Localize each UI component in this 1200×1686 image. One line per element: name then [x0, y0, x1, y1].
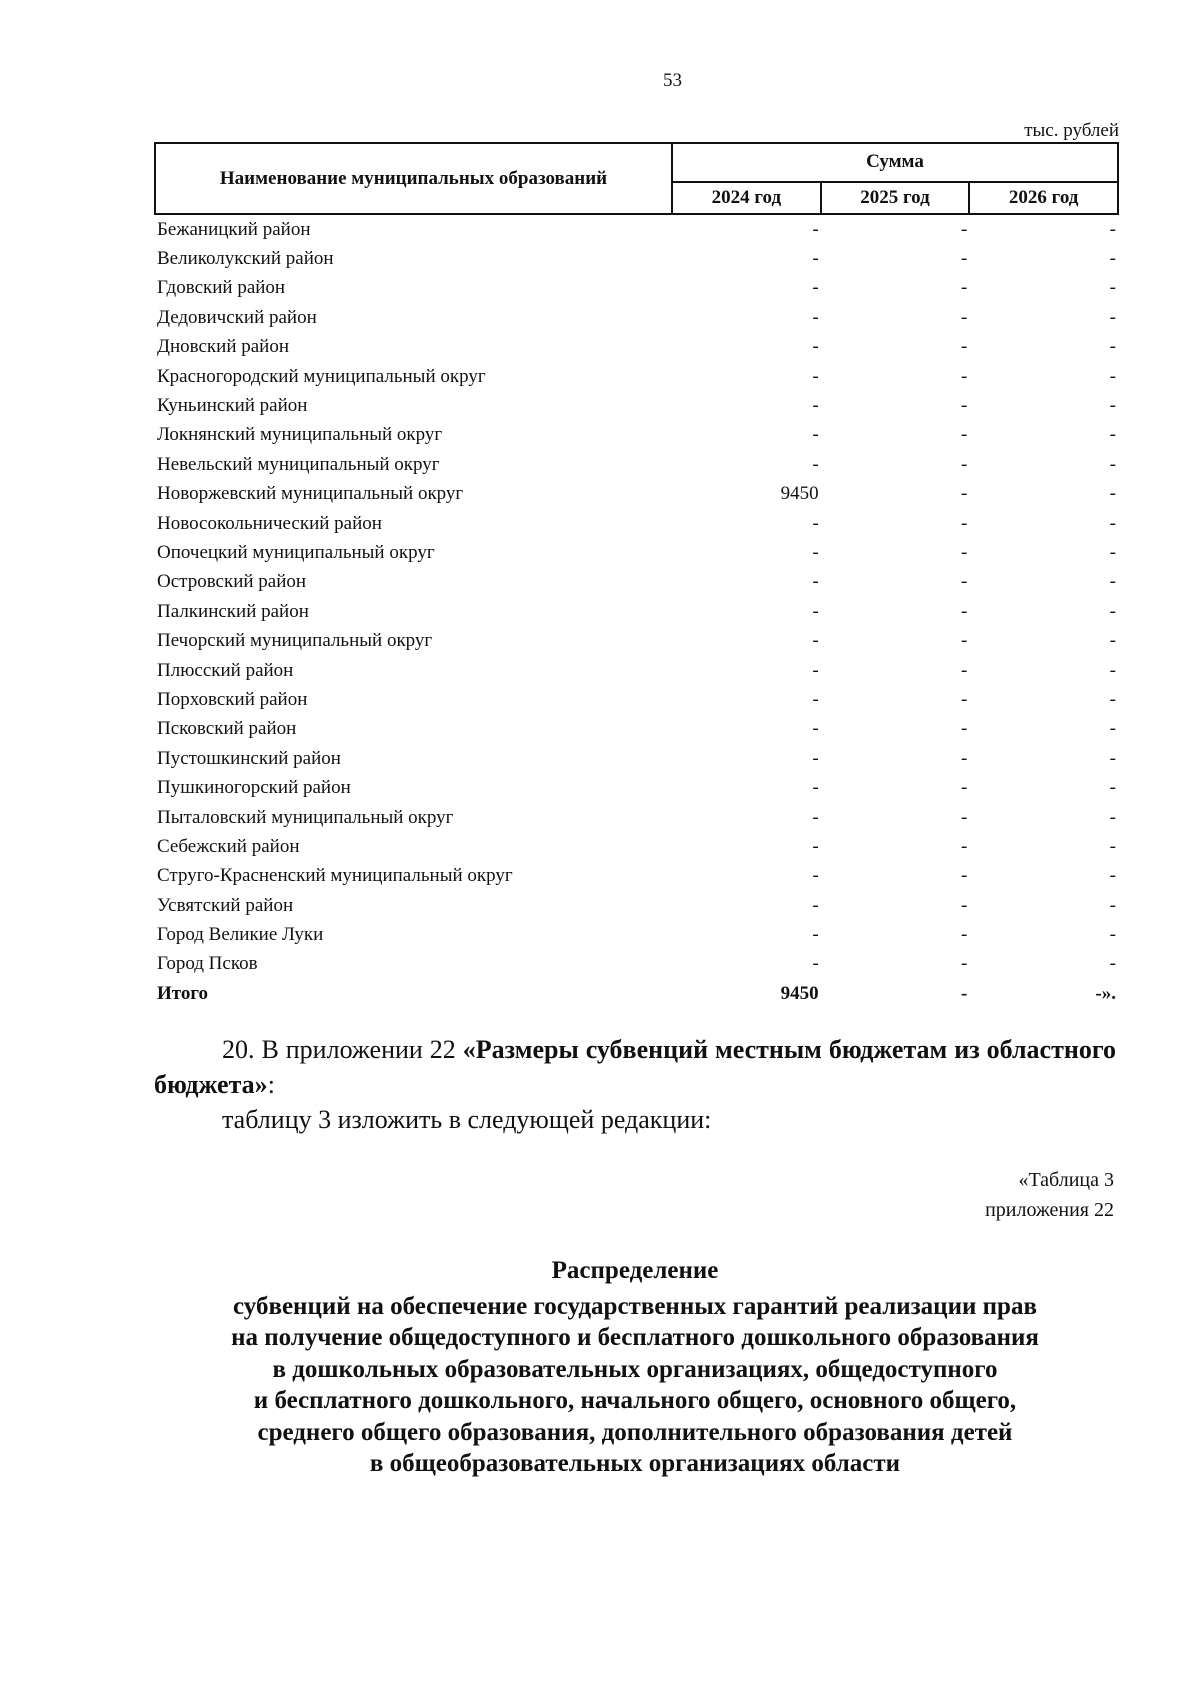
row-name: Порховский район	[157, 688, 308, 710]
row-value-2025: -	[960, 395, 968, 417]
table-row	[155, 274, 1118, 303]
table-row	[155, 862, 1118, 891]
row-value-2024: -	[812, 365, 819, 387]
total-value-2025: -	[960, 982, 968, 1004]
row-value-2024: -	[812, 777, 819, 799]
row-value-2025: -	[960, 453, 968, 475]
row-value-2026: -	[1109, 395, 1116, 417]
amendment-appendix-title: «Размеры субвенций местным бюджетам из областного бюджета»	[154, 1035, 1116, 1099]
row-value-2024: -	[812, 718, 819, 740]
row-value-2024: -	[812, 306, 819, 328]
row-value-2025: -	[960, 512, 968, 534]
row-value-2024: -	[812, 571, 819, 593]
total-value-2026: -».	[1095, 982, 1116, 1004]
title-line: на получение общедоступного и бесплатного дошкольного образования	[231, 1324, 1039, 1351]
row-value-2026: -	[1109, 218, 1116, 240]
row-value-2025: -	[960, 483, 968, 505]
row-value-2026: -	[1109, 659, 1116, 681]
table-row	[155, 891, 1118, 920]
row-value-2024: -	[812, 659, 819, 681]
title-line: в дошкольных образовательных организациях, общедоступного	[272, 1355, 998, 1383]
row-value-2025: -	[960, 747, 968, 769]
table-row	[155, 244, 1118, 273]
row-name: Пыталовский муниципальный округ	[157, 806, 454, 828]
row-value-2026: -	[1109, 277, 1116, 299]
row-name: Печорский муниципальный округ	[157, 630, 433, 652]
row-value-2026: -	[1109, 483, 1116, 505]
row-value-2026: -	[1109, 688, 1116, 710]
table-row	[155, 715, 1118, 744]
row-value-2026: -	[1109, 248, 1116, 270]
row-name: Куньинский район	[157, 395, 308, 417]
row-value-2024: -	[812, 953, 819, 975]
column-header-sum: Сумма	[672, 143, 1118, 182]
row-name: Струго-Красненский муниципальный округ	[157, 865, 513, 887]
row-value-2026: -	[1109, 953, 1116, 975]
row-name: Дедовичский район	[157, 306, 317, 328]
row-name: Усвятский район	[157, 894, 294, 916]
row-name: Дновский район	[157, 336, 290, 358]
row-value-2026: -	[1109, 718, 1116, 740]
row-value-2024: -	[812, 688, 819, 710]
row-value-2025: -	[960, 336, 968, 358]
row-value-2024: -	[812, 218, 819, 240]
row-value-2025: -	[960, 571, 968, 593]
row-name: Псковский район	[157, 718, 297, 740]
row-name: Палкинский район	[157, 600, 309, 622]
document-title	[154, 1255, 1116, 1480]
row-value-2026: -	[1109, 630, 1116, 652]
table-row	[155, 421, 1118, 450]
row-value-2025: -	[960, 777, 968, 799]
page-number: 53	[663, 70, 682, 91]
row-value-2025: -	[960, 894, 968, 916]
total-label: Итого	[157, 982, 209, 1004]
row-name: Пушкиногорский район	[157, 777, 351, 799]
row-name: Новоржевский муниципальный округ	[157, 483, 464, 505]
row-value-2026: -	[1109, 453, 1116, 475]
row-name: Опочецкий муниципальный округ	[157, 541, 435, 563]
row-value-2026: -	[1109, 306, 1116, 328]
row-value-2024: -	[812, 806, 819, 828]
row-name: Гдовский район	[157, 277, 286, 299]
row-value-2026: -	[1109, 806, 1116, 828]
total-value-2024: 9450	[780, 982, 819, 1004]
row-value-2024: -	[812, 336, 819, 358]
row-name: Невельский муниципальный округ	[157, 453, 440, 475]
row-value-2026: -	[1109, 865, 1116, 887]
table-row	[155, 685, 1118, 714]
units-label: тыс. рублей	[1024, 120, 1119, 141]
row-value-2026: -	[1109, 571, 1116, 593]
row-name: Островский район	[157, 571, 307, 593]
row-value-2025: -	[960, 600, 968, 622]
row-value-2025: -	[960, 718, 968, 740]
row-name: Плюсский район	[157, 659, 294, 681]
subsidy-table-container	[154, 142, 1119, 1009]
row-value-2024: -	[812, 512, 819, 534]
table-row	[155, 303, 1118, 332]
table-body	[155, 214, 1118, 1009]
row-value-2025: -	[960, 541, 968, 563]
table-row	[155, 832, 1118, 861]
row-value-2025: -	[960, 630, 968, 652]
row-name: Город Великие Луки	[157, 924, 324, 946]
row-value-2024: -	[812, 747, 819, 769]
row-value-2024: -	[812, 424, 819, 446]
row-value-2024: -	[812, 865, 819, 887]
row-value-2025: -	[960, 924, 968, 946]
row-value-2024: -	[812, 453, 819, 475]
row-value-2024: -	[812, 248, 819, 270]
row-name: Бежаницкий район	[157, 218, 311, 240]
amendment-paragraph	[154, 1032, 1116, 1102]
table-row	[155, 803, 1118, 832]
subsidy-table	[154, 142, 1119, 1009]
row-value-2025: -	[960, 218, 968, 240]
table-row	[155, 568, 1118, 597]
column-header-2025: 2025 год	[821, 182, 970, 214]
row-value-2026: -	[1109, 747, 1116, 769]
row-value-2026: -	[1109, 835, 1116, 857]
row-value-2025: -	[960, 953, 968, 975]
title-line: среднего общего образования, дополнительного образования детей	[257, 1418, 1013, 1446]
row-value-2025: -	[960, 835, 968, 857]
row-value-2024: -	[812, 835, 819, 857]
total-row	[155, 979, 1118, 1008]
table-row	[155, 214, 1118, 244]
row-value-2026: -	[1109, 894, 1116, 916]
title-line: Распределение	[551, 1257, 719, 1284]
row-value-2026: -	[1109, 424, 1116, 446]
column-header-2024: 2024 год	[672, 182, 821, 214]
table-row	[155, 597, 1118, 626]
row-name: Пустошкинский район	[157, 747, 341, 769]
row-value-2024: 9450	[780, 483, 819, 505]
row-value-2024: -	[812, 600, 819, 622]
table-row	[155, 773, 1118, 802]
row-value-2026: -	[1109, 924, 1116, 946]
table-row	[155, 509, 1118, 538]
table-row	[155, 450, 1118, 479]
row-value-2025: -	[960, 248, 968, 270]
row-name: Красногородский муниципальный округ	[157, 365, 486, 387]
table-reference-line1: «Таблица 3	[1018, 1169, 1114, 1191]
row-name: Себежский район	[157, 835, 300, 857]
row-value-2026: -	[1109, 336, 1116, 358]
row-value-2024: -	[812, 924, 819, 946]
row-value-2025: -	[960, 659, 968, 681]
row-value-2026: -	[1109, 600, 1116, 622]
table-row	[155, 920, 1118, 949]
table-row	[155, 626, 1118, 655]
row-value-2025: -	[960, 688, 968, 710]
row-value-2024: -	[812, 894, 819, 916]
table-reference-line2: приложения 22	[985, 1199, 1114, 1221]
row-value-2025: -	[960, 424, 968, 446]
row-value-2024: -	[812, 541, 819, 563]
row-value-2026: -	[1109, 541, 1116, 563]
row-value-2025: -	[960, 865, 968, 887]
row-value-2026: -	[1109, 777, 1116, 799]
table-row	[155, 362, 1118, 391]
table-row	[155, 538, 1118, 567]
table-row	[155, 391, 1118, 420]
row-value-2026: -	[1109, 365, 1116, 387]
row-value-2025: -	[960, 806, 968, 828]
row-value-2025: -	[960, 365, 968, 387]
row-name: Город Псков	[157, 953, 258, 975]
amendment-prefix: 20. В приложении 22	[222, 1035, 463, 1064]
row-value-2024: -	[812, 277, 819, 299]
row-name: Локнянский муниципальный округ	[157, 424, 443, 446]
column-header-name: Наименование муниципальных образований	[155, 143, 672, 214]
row-name: Новосокольнический район	[157, 512, 382, 534]
row-value-2026: -	[1109, 512, 1116, 534]
table-row	[155, 480, 1118, 509]
title-line: в общеобразовательных организациях области	[369, 1450, 901, 1477]
row-value-2024: -	[812, 630, 819, 652]
row-value-2025: -	[960, 277, 968, 299]
row-value-2025: -	[960, 306, 968, 328]
row-value-2024: -	[812, 395, 819, 417]
table-row	[155, 333, 1118, 362]
title-line: субвенций на обеспечение государственных гарантий реализации прав	[233, 1292, 1037, 1320]
table-row	[155, 950, 1118, 979]
row-name: Великолукский район	[157, 248, 334, 270]
amendment-instruction: таблицу 3 изложить в следующей редакции:	[222, 1105, 712, 1134]
table-row	[155, 744, 1118, 773]
table-row	[155, 656, 1118, 685]
title-line: и бесплатного дошкольного, начального общего, основного общего,	[253, 1387, 1017, 1414]
column-header-2026: 2026 год	[969, 182, 1118, 214]
amendment-suffix: :	[267, 1070, 275, 1099]
